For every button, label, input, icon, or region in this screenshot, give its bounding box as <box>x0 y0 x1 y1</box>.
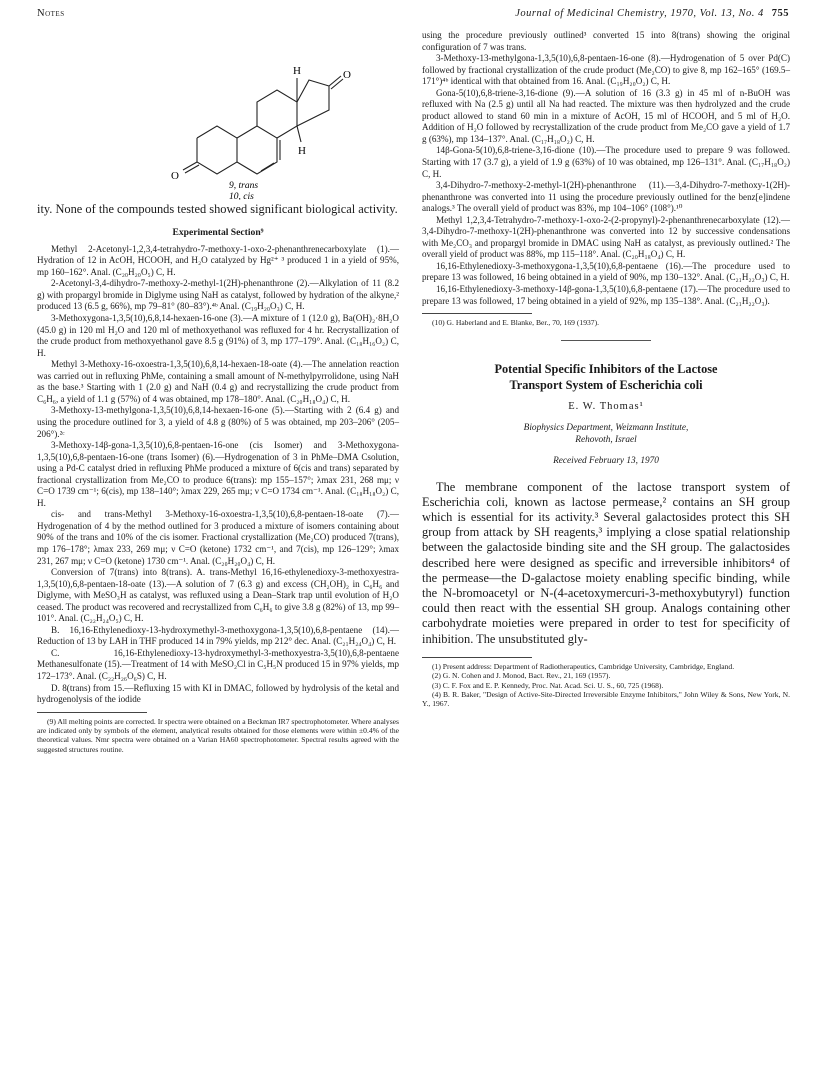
experimental-paragraph: 16,16-Ethylenedioxy-3-methoxygona-1,3,5(10),6,8-pentaene (16).—The procedure used to prepare 13 was followed, 16 being obtained in a yield of 90%, mp 130–132°. Anal. (C₂₁H₂₂O₃) C, H. <box>422 260 790 283</box>
reference-text: (10) G. Haberland and E. Blanke, Ber., 70, 169 (1937). <box>432 318 600 328</box>
experimental-paragraph: 2-Acetonyl-3,4-dihydro-7-methoxy-2-methyl-1(2H)-phenanthrone (2).—Alkylation of 11 (8.2 g) with propargyl bromide in Diglyme using NaH as catalyst, followed by hydration of the alkyne,² produced 13 (6.5 g, 66%), mp 79–81° (80–83°).⁴ᵇ Anal. (C₁₉H₂₀O₃) C, H. <box>37 278 399 312</box>
experimental-paragraph: 3-Methoxygona-1,3,5(10),6,8,14-hexaen-16-one (3).—A mixture of 1 (12.0 g), Ba(OH)₂·8H₂O (45.0 g) in 120 ml H₂O and 120 ml of methoxyethanol was refluxed for 4 hr. Recrystallization of the crude product from methoxyethanol gave 8.5 g (91%) of 3, mp 177–179°. Anal. (C₁₈H₁₆O₂) C, H. <box>37 313 399 358</box>
journal-citation: Journal of Medicinal Chemistry, 1970, Vol. 13, No. 4 <box>515 8 764 19</box>
experimental-paragraph: cis- and trans-Methyl 3-Methoxy-16-oxoestra-1,3,5(10),6,8-pentaen-18-oate (7).—Hydrogenation of 4 by the method outlined for 3 produced a mixture of isomers containing about 90% of the trans and 10% of the cis isomer. Fractional crystallization (Me₂CO) produced 7(trans), mp 176–178°; λmax 233, 269 mμ; ν C=O (ketone) 1732 cm⁻¹, and 7(cis), mp 126–129°; λmax 231, 267 mμ; ν C=O (ketone) 1730 cm⁻¹. Anal. (C₂₀H₂₀O₄) C, H. <box>37 509 399 566</box>
right-column <box>422 30 790 709</box>
experimental-paragraph: C. 16,16-Ethylenedioxy-13-hydroxymethyl-3-methoxyestra-3,5(10),6,8-pentaene Methanesulfonate (15).—Treatment of 14 with MeSO₂Cl in C₅H₅N produced 15 in 97% yields, mp 172–173°. Anal. (C₂₂H₂₆O₆S) C, H. <box>37 647 399 681</box>
experimental-paragraph: 3-Methoxy-13-methylgona-1,3,5(10),6,8-pentaen-16-one (8).—Hydrogenation of 5 over Pd(C) followed by fractional crystallization of the crude product (Me₂CO) to give 8, mp 162–165° (169.5–171°)⁴ᵇ identical with that obtained from 16. Anal. (C₁₉H₂₀O₂) C, H. <box>422 53 790 87</box>
affiliation-line: Biophysics Department, Weizmann Institute, <box>523 423 689 434</box>
footnote-item: (4) B. R. Baker, "Design of Active-Site-Directed Irreversible Enzyme Inhibitors," John Wiley & Sons, New York, N. Y., 1967. <box>422 690 790 709</box>
article-affiliation <box>422 422 790 446</box>
footnote-item: (1) Present address: Department of Radiotherapeutics, Cambridge University, Cambridge, England. <box>432 661 735 671</box>
hydrogen-label-mid: H <box>298 145 306 157</box>
experimental-paragraph: using the procedure previously outlined³ converted 15 into 8(trans) showing the original configuration of 7 was trans. <box>422 30 790 52</box>
oxygen-label-right: O <box>343 69 351 81</box>
experimental-paragraph: Methyl 2-Acetonyl-1,2,3,4-tetrahydro-7-methoxy-1-oxo-2-phenanthrenecarboxylate (1).—Hydration of 12 in AcOH, HCOOH, and H₂O catalyzed by Hg²⁺ ³ produced 1 in a yield of 95%, mp 160–162°. Anal. (C₂₀H₂₀O₅) C, H. <box>37 243 399 277</box>
experimental-paragraph: B. 16,16-Ethylenedioxy-13-hydroxymethyl-3-methoxygona-1,3,5(10),6,8-pentaene (14).—Reduction of 13 by LAH in THF produced 14 in 79% yields, mp 212° dec. Anal. (C₂₁H₂₄O₄) C, H. <box>37 624 399 647</box>
article-title-line: Potential Specific Inhibitors of the Lactose <box>494 361 718 376</box>
footnote-rule <box>422 657 532 658</box>
left-column <box>37 30 399 754</box>
footnote-item: (3) C. F. Fox and E. P. Kennedy, Proc. Nat. Acad. Sci. U. S., 60, 725 (1968). <box>432 680 664 690</box>
steroid-structure-diagram <box>157 30 357 200</box>
page-number: 755 <box>771 8 789 19</box>
article-separator <box>561 340 651 341</box>
article-footnotes <box>422 662 790 709</box>
footnote-rule <box>37 712 147 713</box>
experimental-paragraph: Methyl 1,2,3,4-Tetrahydro-7-methoxy-1-oxo-2-(2-propynyl)-2-phenanthrenecarboxylate (12).—3,4-Dihydro-7-methoxy-1(2H)-phenanthrone was converted into 12 by successive condensations with Me₂CO₃ and propargyl bromide in DMAC using NaH as catalyst, as previously outlined.² The overall yield of product was 88%, mp 115–118°. Anal. (C₂₀H₁₈O₄) C, H. <box>422 214 790 260</box>
experimental-paragraph: 3,4-Dihydro-7-methoxy-2-methyl-1(2H)-phenanthrone (11).—3,4-Dihydro-7-methoxy-1(2H)-phenanthrone was converted into 11 using the procedure previously outlined for the benz[e]indene analogs.³ The overall yield of product was 83%, mp 104–106° (108°).¹⁰ <box>422 180 790 214</box>
experimental-paragraph: Conversion of 7(trans) into 8(trans). A. trans-Methyl 16,16-ethylenedioxy-3-methoxyestra-1,3,5(10),6,8-pentaen-18-oate (13).—A solution of 7 (6.3 g) and excess (CH₂OH)₂ in C₆H₆ and Diglyme, with MeSO₃H as catalyst, was refluxed using a Dean–Stark trap until evolution of H₂O ceased. The product was recovered and recrystallized from C₆H₆ to give 3.8 g (82%) of 13, mp 99–101°. Anal. (C₂₂H₂₄O₅) C, H. <box>37 567 399 624</box>
received-date: Received February 13, 1970 <box>553 456 659 467</box>
reference-rule <box>422 313 532 314</box>
compound-label-trans: 9, trans <box>229 181 259 191</box>
steroid-structure-figure <box>37 30 399 202</box>
running-head-left: Notes <box>37 8 65 19</box>
experimental-paragraph: 3-Methoxy-13-methylgona-1,3,5(10),6,8,14-hexaen-16-one (5).—Starting with 2 (6.4 g) and using the procedure outlined for 3, a yield of 4.8 g (80%) of 5 was obtained, mp 203–206° (205–206°).²ᶜ <box>37 405 399 439</box>
section-heading-experimental: Experimental Section⁹ <box>172 227 264 239</box>
article-title-line: Transport System of Escherichia coli <box>509 377 703 392</box>
experimental-paragraph: 14β-Gona-5(10),6,8-triene-3,16-dione (10).—The procedure used to prepare 9 was followed. Starting with 17 (3.7 g), a yield of 1.9 g (63%) of 10 was obtained, mp 126–131°. Anal. (C₁₇H₁₈O₂) C, H. <box>422 145 790 179</box>
experimental-paragraph: D. 8(trans) from 15.—Refluxing 15 with KI in DMAC, followed by hydrolysis of the ketal and hydrogenolysis of the iodide <box>37 682 399 705</box>
intro-text: ity. None of the compounds tested showed significant biological activity. <box>37 202 398 216</box>
running-head-right <box>515 8 789 19</box>
experimental-paragraph: Methyl 3-Methoxy-16-oxoestra-1,3,5(10),6,8,14-hexaen-18-oate (4).—The annelation reaction was carried out in refluxing PhMe, containing a small amount of N-methylpyrrolidone, using NaH as the base.³ Starting with 1 (2.0 g) and NaH (0.4 g) and recrystallizing the crude product from C₆H₆, a yield of 1.1 g (57%) of 4 was obtained, mp 178–180°. Anal. (C₂₀H₁₈O₄) C, H. <box>37 359 399 404</box>
experimental-paragraph: 3-Methoxy-14β-gona-1,3,5(10),6,8-pentaen-16-one (cis Isomer) and 3-Methoxygona-1,3,5(10),6,8-pentaen-16-one (trans Isomer) (6).—Hydrogenation of 3 in PhMe–DMA Csolution, using a Pd-C catalyst dried in refluxing PhMe produced a mixture of 6(cis and trans) separated by fractional crystallization from Me₂CO to produce 6(trans): mp 155–157°; λmax 231, 268 mμ; ν C=O 1739 cm⁻¹; 6(cis), mp 138–140°; λmax 229, 265 mμ; ν C=O 1734 cm⁻¹. Anal. (C₁₈H₁₈O₂) C, H. <box>37 440 399 508</box>
affiliation-line: Rehovoth, Israel <box>575 435 637 446</box>
article-body: The membrane component of the lactose transport system of Escherichia coli, known as lactose permease,² contains an SH group which is essential for its activity.³ Several galactosides protect this SH group from attack by SH reagents,³ implying a close spatial relationship between the galactoside binding site and the SH group. The galactosides described here were designed as specific and irreversible inhibitors⁴ of the permease—the D-galactose moiety enabling specific binding, while the N-bromoacetyl or N-(4-acetoxymercuri-3-methoxybutyryl) function could then react with the essential SH group. Analogs containing other carbohydrate moieties were prepared in order to test for specificity of inhibition. The unsubstituted gly- <box>422 479 790 646</box>
compound-label-cis: 10, cis <box>229 192 254 200</box>
reference-10 <box>422 318 790 327</box>
experimental-paragraph: 16,16-Ethylenedioxy-3-methoxy-14β-gona-1,3,5(10),6,8-pentaene (17).—The procedure used to prepare 13 was followed, 17 being obtained in a yield of 92%, mp 135–138°. Anal. (C₂₁H₂₂O₃). <box>422 284 790 306</box>
experimental-paragraph: Gona-5(10),6,8-triene-3,16-dione (9).—A solution of 16 (3.3 g) in 45 ml of n-BuOH was refluxed with Na (2.5 g) until all Na had reacted. The mixture was then hydrolyzed and the crude product allowed to stand 60 min in a mixture of AcOH, 15 ml of HCOOH, and 5 ml of H₂O. Addition of H₂O followed by recrystallization of the crude product from Me₂CO gave a yield of 1.7 g (63%), mp 134–137°. Anal. (C₁₇H₁₈O₂) C, H. <box>422 87 790 144</box>
footnote-9 <box>37 717 399 755</box>
footnote-text: (9) All melting points are corrected. Ir spectra were obtained on a Beckman IR7 spectrophotometer. Where analyses are indicated only by symbols of the element, analytical results obtained for those elements were within ±0.4% of the theoretical values. Nmr spectra were obtained on a Varian HA60 spectrophotometer. Spectral results agreed with the suggested structures routine. <box>37 716 399 754</box>
footnote-item: (2) G. N. Cohen and J. Monod, Bact. Rev., 21, 169 (1957). <box>432 671 611 681</box>
hydrogen-label-top: H <box>293 65 301 77</box>
article-author: E. W. Thomas¹ <box>568 400 644 412</box>
oxygen-label-left: O <box>171 170 179 182</box>
article-title <box>422 361 790 393</box>
